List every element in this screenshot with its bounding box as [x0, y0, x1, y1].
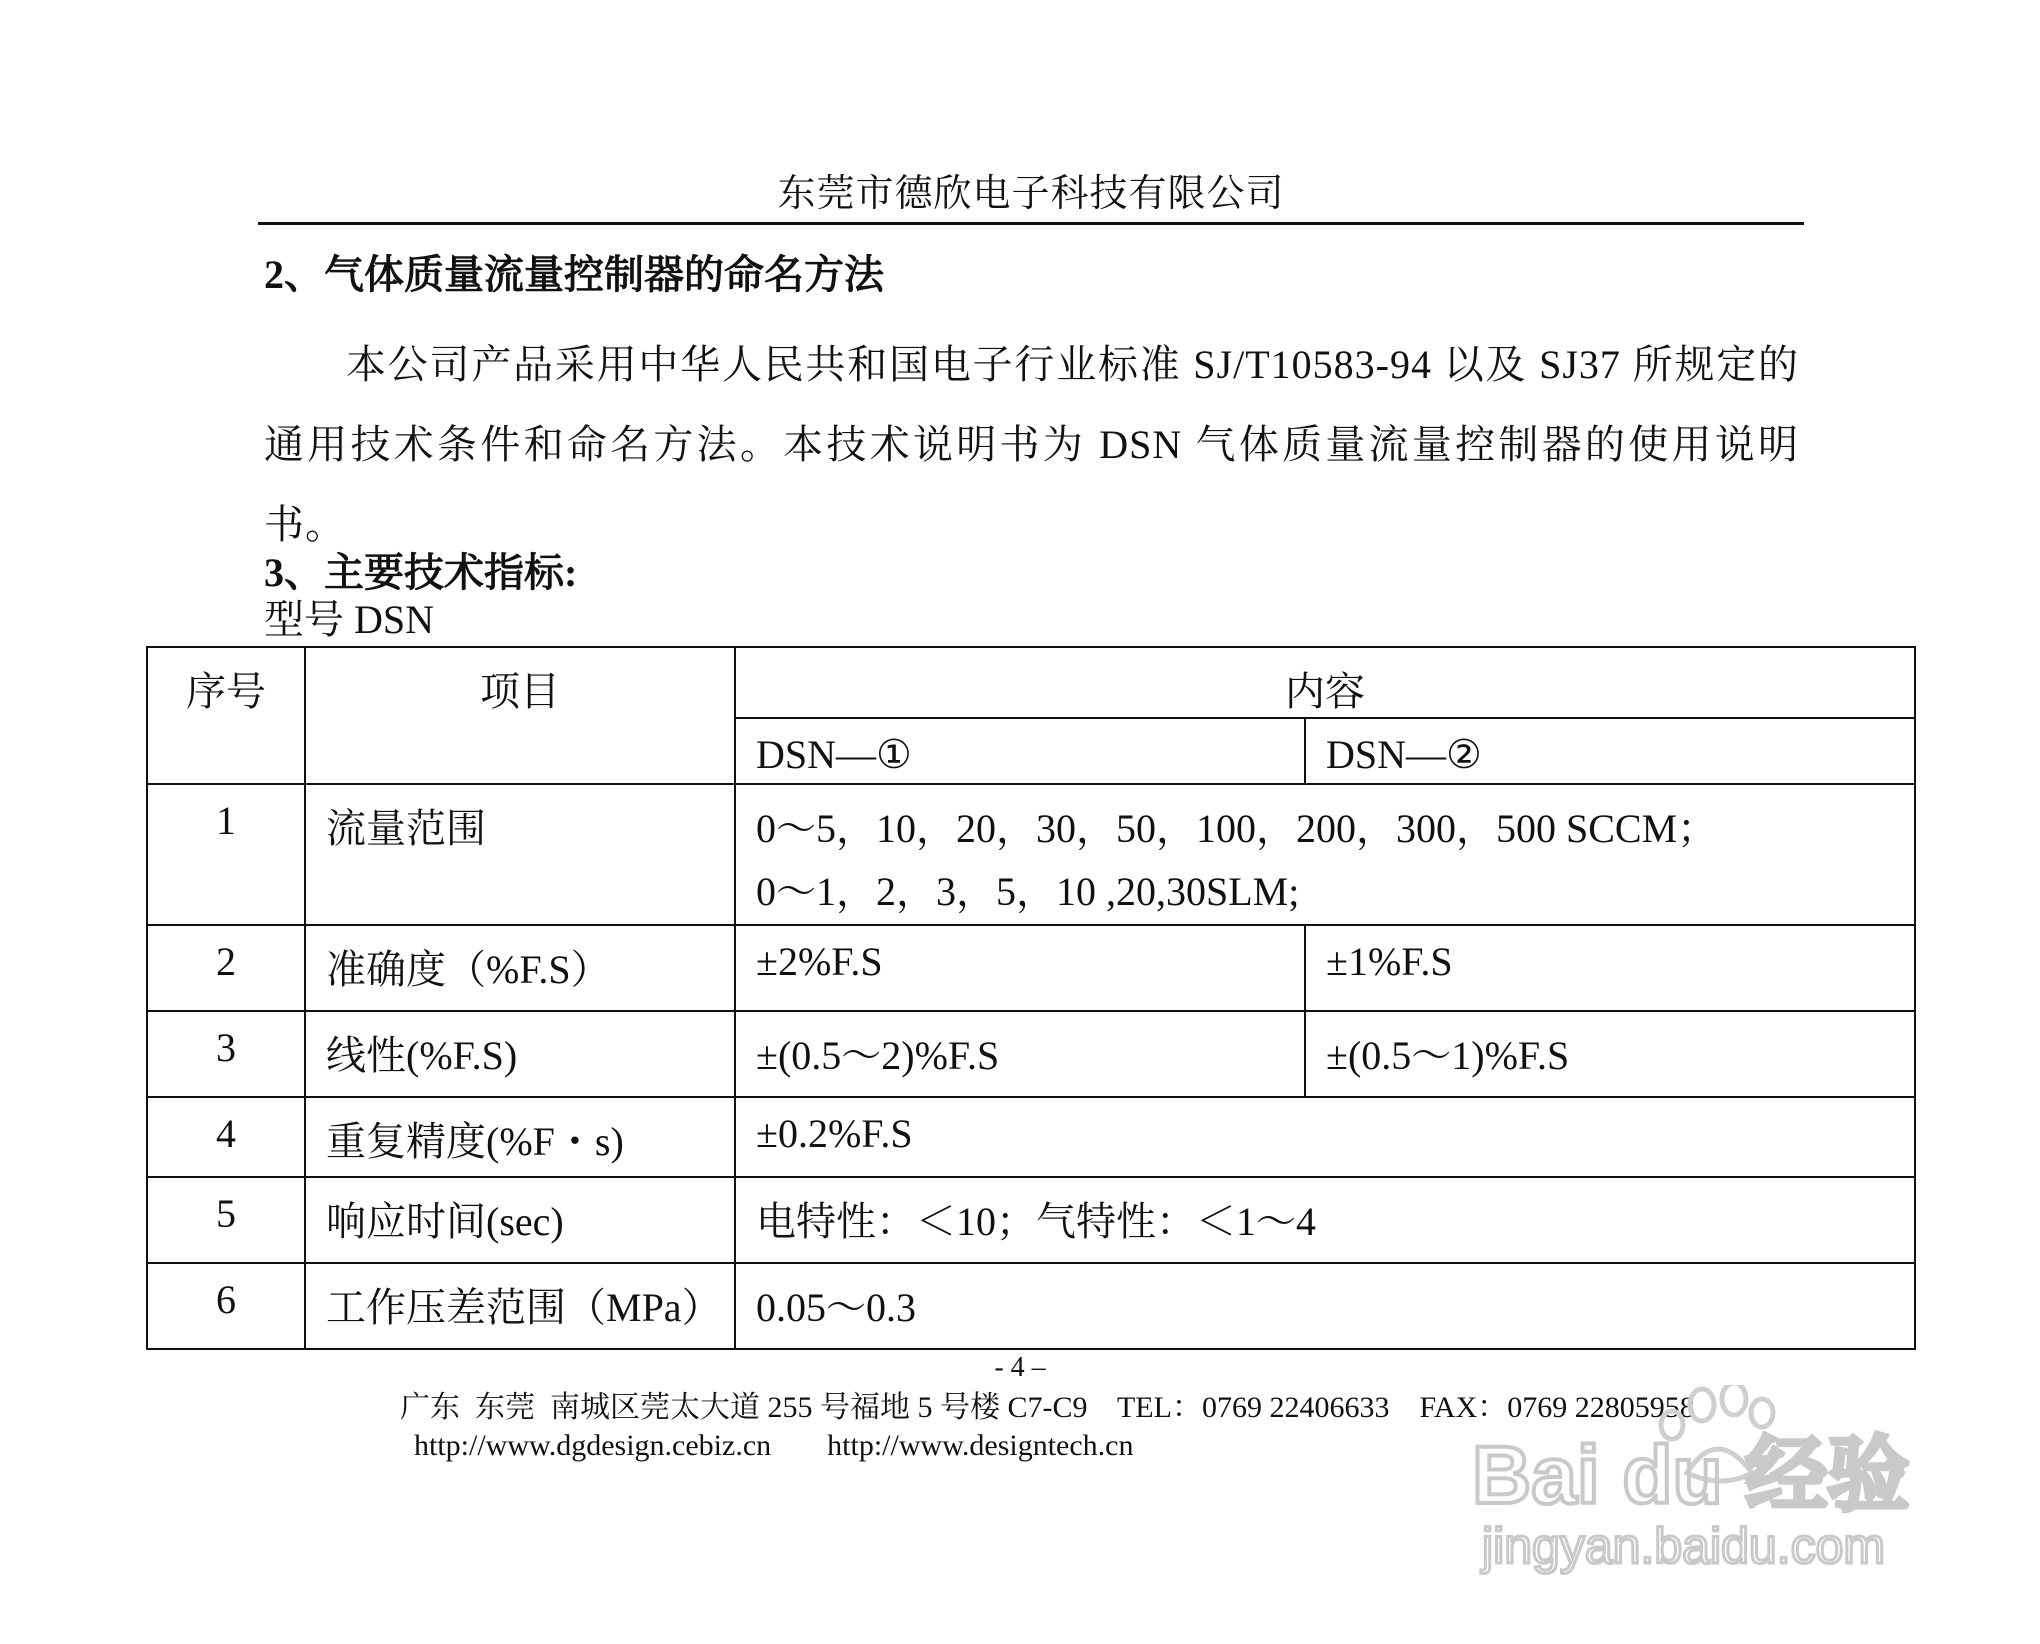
row-item: 重复精度(%F・s) [305, 1097, 735, 1177]
row-no: 6 [147, 1263, 305, 1349]
header-rule [258, 222, 1804, 225]
row-no: 4 [147, 1097, 305, 1177]
flow-range-slm: 0～1，2，3，5，10 ,20,30SLM; [756, 869, 1300, 914]
table-header-row [147, 647, 1915, 718]
row-item: 响应时间(sec) [305, 1177, 735, 1263]
watermark-logo-text: Bai du 经验 [1472, 1430, 1910, 1521]
row-value: 0.05～0.3 [735, 1263, 1915, 1349]
footer-url-2: http://www.designtech.cn [827, 1429, 1134, 1462]
row-no: 5 [147, 1177, 305, 1263]
header-content: 内容 [735, 647, 1915, 718]
flow-range-sccm: 0～5，10，20，30，50，100，200，300，500 SCCM； [756, 806, 1718, 851]
row-item: 准确度（%F.S） [305, 925, 735, 1011]
row-value-variant-2: ±(0.5～1)%F.S [1305, 1011, 1915, 1097]
table-row [147, 925, 1915, 1011]
table-row [147, 1011, 1915, 1097]
row-no: 1 [147, 784, 305, 925]
table-row [147, 784, 1915, 925]
footer-address: 广东 东莞 南城区莞太大道 255 号福地 5 号楼 C7-C9 TEL：0769 22406633 FAX：0769 22805958 [400, 1391, 1695, 1424]
page-number: - 4 – [994, 1352, 1046, 1383]
model-line: 型号 DSN [264, 597, 435, 642]
header-item: 项目 [305, 647, 735, 784]
section-2-paragraph: 本公司产品采用中华人民共和国电子行业标准 SJ/T10583-94 以及 SJ37 所规定的通用技术条件和命名方法。本技术说明书为 DSN 气体质量流量控制器的使用说明书。 [264, 342, 1799, 547]
row-value [735, 784, 1915, 925]
header-no: 序号 [147, 647, 305, 784]
row-value-variant-1: ±2%F.S [735, 925, 1305, 1011]
section-2-title: 2、气体质量流量控制器的命名方法 [264, 252, 884, 297]
header-variant-2: DSN—② [1305, 718, 1915, 784]
row-item: 线性(%F.S) [305, 1011, 735, 1097]
table-row [147, 1263, 1915, 1349]
row-no: 2 [147, 925, 305, 1011]
row-item: 工作压差范围（MPa） [305, 1263, 735, 1349]
footer-url-1: http://www.dgdesign.cebiz.cn [414, 1429, 772, 1462]
row-value: ±0.2%F.S [735, 1097, 1915, 1177]
row-no: 3 [147, 1011, 305, 1097]
row-value: 电特性：＜10；气特性：＜1～4 [735, 1177, 1915, 1263]
baidu-jingyan-watermark [1462, 1385, 2022, 1585]
spec-table [146, 646, 1916, 1350]
row-value-variant-2: ±1%F.S [1305, 925, 1915, 1011]
footer-urls [414, 1428, 1133, 1464]
table-row [147, 1177, 1915, 1263]
watermark-url: jingyan.baidu.com [1482, 1518, 1886, 1574]
section-3-title: 3、主要技术指标: [264, 550, 578, 595]
row-value-variant-1: ±(0.5～2)%F.S [735, 1011, 1305, 1097]
table-row [147, 1097, 1915, 1177]
company-header: 东莞市德欣电子科技有限公司 [777, 173, 1285, 215]
header-variant-1: DSN—① [735, 718, 1305, 784]
row-item: 流量范围 [305, 784, 735, 925]
